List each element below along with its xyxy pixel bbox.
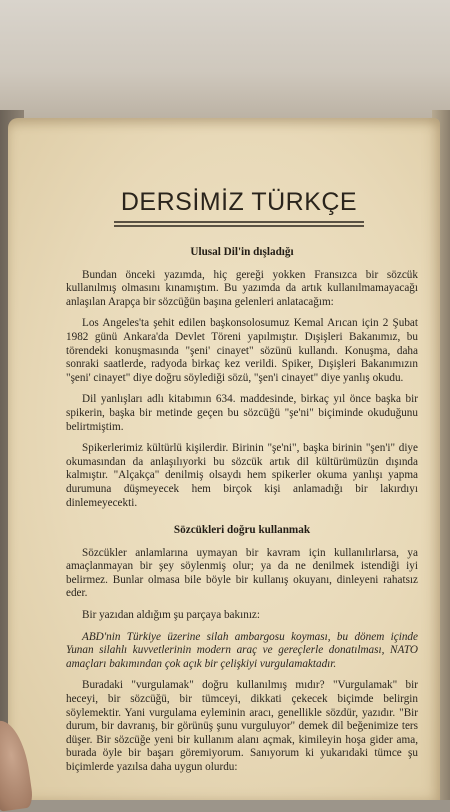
page-title-block [112, 186, 366, 230]
section-heading: Sözcükleri doğru kullanmak [173, 524, 311, 537]
page-title: DERSİMİZ TÜRKÇE [120, 188, 358, 216]
paragraph: Buradaki "vurgulamak" doğru kullanılmış mıdır? "Vurgulamak" bir heceyi, bir sözcüğü, bir tümceyi, dikkati çekecek biçimde belirgin söylemektir. Yani vurgulama eyleminin aracı, genellikle sözdür, yazıdır. "Bir durum, bir davranış, bir görünüş şunu vurguluyor" demek dil beğenimize ters düşer. Bir sözcüğe yeni bir kullanım alanı açmak, kimileyin hoşa gider ama, burada öyle bir başarı göremiyorum. Sanıyorum ki yukarıdaki tümce şu biçimlerde yazılsa daha uygun olurdu: [66, 679, 418, 773]
article-body [66, 246, 418, 783]
quoted-passage: ABD'nin Türkiye üzerine silah ambargosu koyması, bu dönem içinde Yunan silahlı kuvvetlerinin modern araç ve gereçlerle donatılması, NATO amaçları bakımından çok açık bir çelişkiyi vurgulamaktadır. [66, 630, 418, 670]
paragraph: Spikerlerimiz kültürlü kişilerdir. Birinin "şe'ni", başka birinin "şen'i" diye okumasından da anlaşılıyorki bu sözcük artık dil kültürümüzün dışında kalmıştır. "Alçakça" denilmiş olsaydı hem spikerler okuma yanlışı yapma durumuna düşmeyecek hem birçok kişi anlamadığı bir lakırdıyı dinlemeyecekti. [66, 442, 418, 509]
section-heading: Ulusal Dil'in dışladığı [190, 246, 294, 258]
paragraph: Sözcükler anlamlarına uymayan bir kavram için kullanılırlarsa, ya amaçlanmayan bir şey söylenmiş olur; ya da ne denilmek istendiği iyi belirmez. Bunlar olmasa bile böyle bir kullanış okuyanı, dinleyeni rahatsız eder. [66, 546, 418, 600]
background-wall [0, 0, 450, 130]
paragraph: Bir yazıdan aldığım şu parçaya bakınız: [82, 609, 261, 622]
paragraph: Bundan önceki yazımda, hiç gereği yokken Fransızca bir sözcük kullanılmış olmasını kınamıştım. Bu yazımda da artık kullanılmamayacağı anlaşılan Arapça bir sözcüğün başına gelenleri anlatacağım: [66, 268, 418, 308]
paragraph: Los Angeles'ta şehit edilen başkonsolosumuz Kemal Arıcan için 2 Şubat 1982 günü Ankara'da Devlet Töreni yapılmıştır. Dışişleri Bakanımız, bu törendeki konuşmasında "şeni' cinayet" sözünü kullandı. Konuşma, daha sonraki saatlerde, radyoda birkaç kez verildi. Spiker, Dışişleri Bakanımızın "şeni' cinayet" diye doğru söylediği sözü, "şen'i cinayet" diye yanlış okudu. [66, 317, 418, 384]
paragraph: Dil yanlışları adlı kitabımın 634. maddesinde, birkaç yıl önce başka bir spikerin, başka bir metinde geçen bu sözcüğü "şe'ni" biçiminde okuduğunu belirtmiştim. [66, 393, 418, 433]
